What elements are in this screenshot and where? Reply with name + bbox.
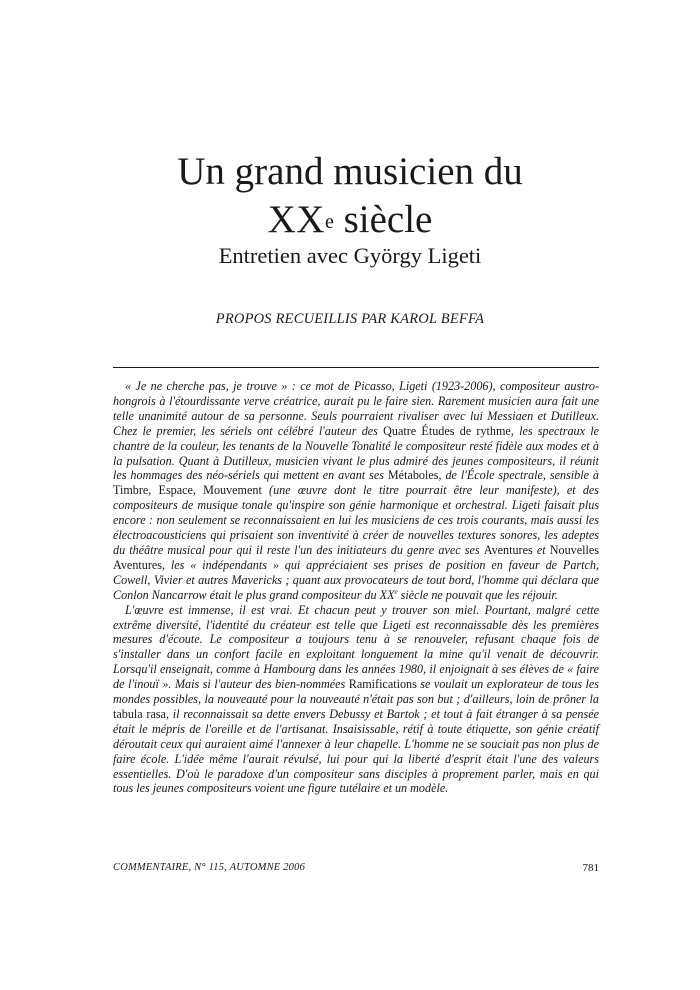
work-title-timbre: Timbre, Espace, Mouvement	[113, 483, 262, 498]
p1-text-2: , les spectraux le chantre de la couleur, les tenants de la Nouvelle Tonalité le compositeur resté fidèle aux modes et à la pulsation. Quant à Dutilleux, musicien vivant le plus admiré des jeunes compositeurs, il réunit les hommages des néo-sériels qui mettent en avant ses	[113, 423, 599, 483]
work-title-metaboles: Métaboles	[387, 468, 439, 483]
title-line-2-rest: siècle	[333, 198, 433, 241]
article-subtitle: Entretien avec György Ligeti	[218, 243, 482, 268]
page-number: 781	[582, 862, 599, 874]
p1-text-1: « Je ne cherche pas, je trouve » : ce mot de Picasso, Ligeti (1923-2006), compositeur austro-hongrois à l'étourdissante verve créatrice, aurait pu le faire sien. Rarement musicien aura fait une telle unanimité autour de sa personne. Seuls pourraient rivaliser avec lui Messiaen et Dutilleux. Chez le premier, les sériels ont célébré l'auteur des	[113, 379, 599, 438]
article-title	[0, 148, 700, 244]
title-line-1: Un grand musicien du	[177, 150, 523, 193]
p1-text-7: siècle ne pouvait que les réjouir.	[397, 587, 558, 602]
intro-text	[113, 379, 599, 796]
work-title-quatre-etudes: Quatre Études de rythme	[383, 423, 511, 438]
p2-text-1: L'œuvre est immense, il est vrai. Et chacun peut y trouver son miel. Pourtant, malgré cette extrême diversité, l'identité du créateur est telle que Ligeti est reconnaissable dès les premières mesures d'écoute. Le compositeur a toujours tenu à se renouveler, refusant chaque fois de s'installer dans un confort facile en exploitant longuement la mine qu'il venait de découvrir. Lorsqu'il enseignait, comme à Hambourg dans les années 1980, il enjoignait à ses élèves de « faire de l'inouï ». Mais si l'auteur des bien-nommées	[113, 602, 599, 692]
century-superscript: e	[394, 587, 398, 596]
p1-text-6: , les « indépendants » qui appréciaient ses prises de position en faveur de Partch, Cowell, Vivier et autres Mavericks ; quant aux provocateurs de tout bord, l'homme qui déclara que Conlon Nancarrow était le plus grand compositeur du	[113, 557, 599, 602]
divider-rule	[113, 367, 599, 368]
work-title-ramifications: Ramifications	[348, 677, 417, 692]
title-century: XX	[267, 198, 325, 241]
work-title-nouvelles-aventures: Nouvelles Aventures	[113, 542, 599, 572]
byline: PROPOS RECUEILLIS PAR KAROL BEFFA	[215, 311, 485, 327]
p2-text-3: , il reconnaissait sa dette envers Debussy et Bartok ; et tout à fait étranger à sa pensée était le mépris de l'oreille et de l'artisanat. Insaisissable, rétif à toute étiquette, son génie créatif déroutait ceux qui auraient aimé l'annexer à leur chapelle. L'homme ne se souciait pas non plus de faire école. L'idée même l'aurait révulsé, lui pour qui la liberté d'esprit était l'une des valeurs essentielles. D'où le paradoxe d'un compositeur sans disciples à proprement parler, mais en qui tous les jeunes compositeurs voient une figure tutélaire et un modèle.	[113, 706, 599, 796]
journal-footer: COMMENTAIRE, N° 115, AUTOMNE 2006	[113, 862, 306, 873]
term-tabula-rasa: tabula rasa	[113, 706, 166, 721]
p1-text-4: (une œuvre dont le titre pourrait être leur manifeste), et des compositeurs de musique tonale qu'inspire son génie harmonique et orchestral. Ligeti faisait plus encore : non seulement se reconnaissaient en lui les musiciens de ces trois courants, mais aussi les électroacousticiens qui prisaient son inventivité à créer de nouvelles textures sonores, les adeptes du théâtre musical pour qui il reste l'un des initiateurs du genre avec ses	[113, 483, 599, 557]
p1-text-5: et	[532, 542, 550, 557]
p1-text-3: , de l'École spectrale, sensible à	[438, 468, 600, 483]
paragraph-1	[113, 379, 599, 603]
title-century-superscript: e	[324, 211, 334, 233]
p2-text-2: se voulait un explorateur de tous les mondes possibles, la nouveauté pour la nouveauté n'était pas son but ; d'ailleurs, loin de prôner la	[113, 677, 600, 707]
paragraph-2	[113, 603, 599, 797]
work-title-aventures: Aventures	[483, 542, 533, 557]
century-numeral: XX	[379, 587, 395, 602]
